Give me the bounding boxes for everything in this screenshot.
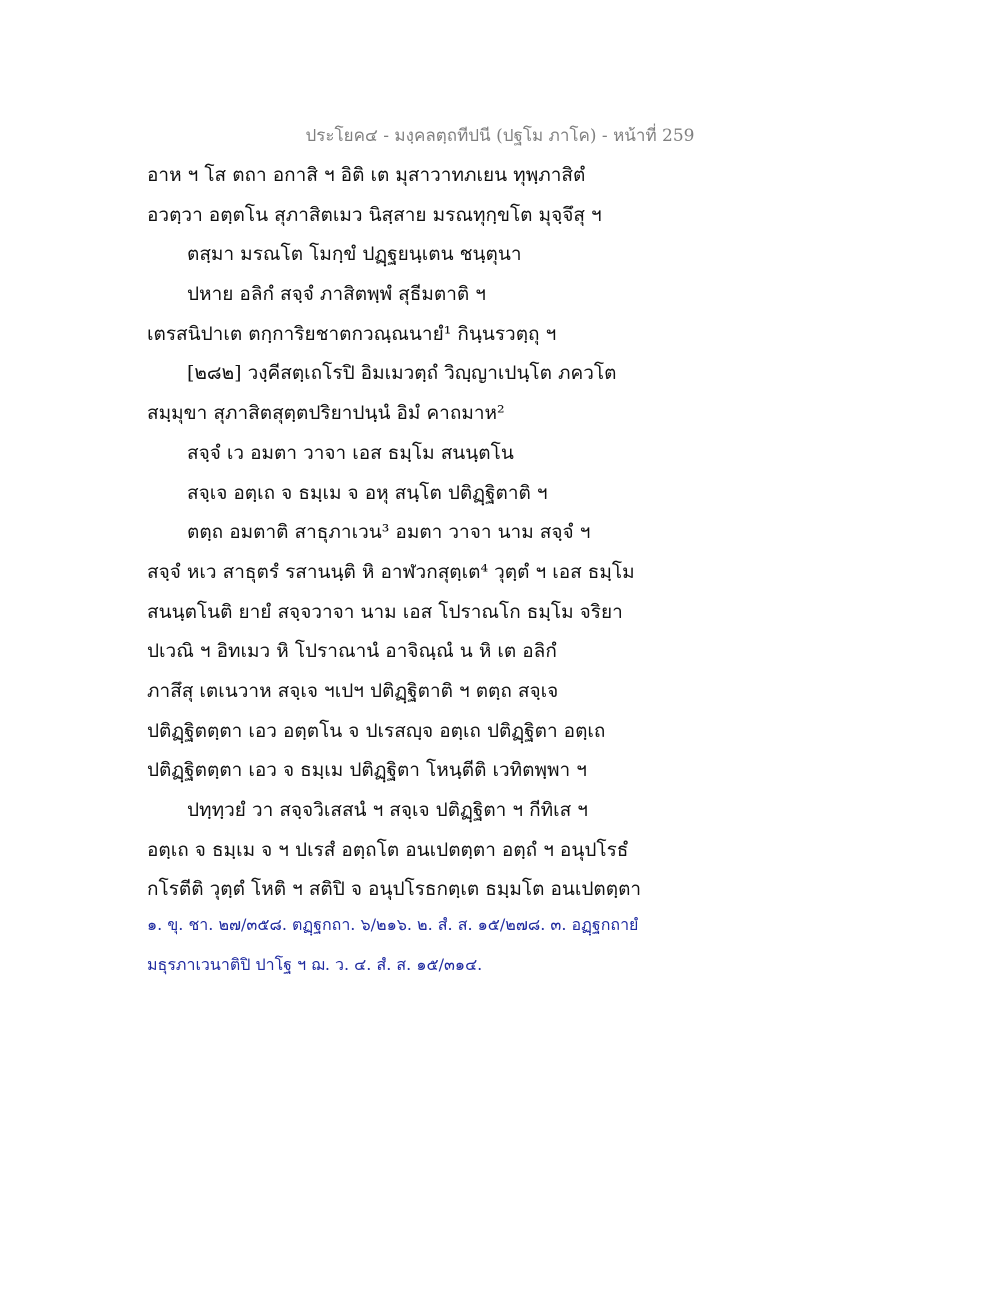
footnote-line: ๑. ขุ. ชา. ๒๗/๓๕๘. ตฏฺฐกถา. ๖/๒๑๖. ๒. สํ. ส. ๑๕/๒๗๘. ๓. อฏฺฐกถายํ	[147, 915, 639, 934]
text-line: สมฺมุขา สุภาสิตสุตฺตปริยาปนฺนํ อิมํ คาถมาห²	[147, 402, 505, 425]
paragraph-start-line: ตตฺถ อมตาติ สาธุภาเวน³ อมตา วาจา นาม สจฺจํ ฯ	[187, 521, 591, 544]
verse-line: ตสฺมา มรณโต โมกฺขํ ปฏฺฐยนฺเตน ชนฺตุนา	[187, 243, 522, 266]
body-text	[147, 160, 707, 914]
text-line: อวตฺวา อตฺตโน สุภาสิตเมว นิสฺสาย มรณทุกฺขโต มุจฺจึสุ ฯ	[147, 203, 602, 226]
paragraph-start-line: ปทฺทฺวยํ วา สจฺจวิเสสนํ ฯ สจฺเจ ปติฏฺฐิตา ฯ กีทิเส ฯ	[187, 799, 588, 821]
text-line: ปติฏฺฐิตตฺตา เอว จ ธมฺเม ปติฏฺฐิตา โหนฺตีติ เวทิตพฺพา ฯ	[147, 759, 587, 782]
footnote-line: มธุรภาเวนาติปิ ปาโฐ ฯ ฌ. ว. ๔. สํ. ส. ๑๕/๓๑๔.	[147, 955, 483, 974]
page-header: ประโยค๔ - มงฺคลตฺถทีปนี (ปฐโม ภาโค) - หน้าที่ 259	[305, 126, 695, 146]
text-line: อตฺเถ จ ธมฺเม จ ฯ ปเรสํ อตฺถโต อนเปตตฺตา อตฺถํ ฯ อนุปโรธํ	[147, 838, 629, 861]
text-line: ปติฏฺฐิตตฺตา เอว อตฺตโน จ ปเรสญฺจ อตฺเถ ปติฏฺฐิตา อตฺเถ	[147, 719, 606, 742]
text-line: เตรสนิปาเต ตกฺการิยชาตกวณฺณนายํ¹ กินฺนรวตฺถุ ฯ	[147, 322, 557, 345]
verse-line: สจฺเจ อตฺเถ จ ธมฺเม จ อหุ สนฺโต ปติฏฺฐิตาติ ฯ	[187, 481, 548, 504]
text-line: อาห ฯ โส ตถา อกาสิ ฯ อิติ เต มุสาวาทภเยน ทุพฺภาสิตํ	[147, 164, 586, 186]
footnotes	[147, 910, 707, 990]
text-line: สนนฺตโนติ ยายํ สจฺจวาจา นาม เอส โปราณโก ธมฺโม จริยา	[147, 600, 623, 623]
verse-line: สจฺจํ เว อมตา วาจา เอส ธมฺโม สนนฺตโน	[187, 441, 514, 464]
text-line: ภาสึสุ เตเนวาห สจฺเจ ฯเปฯ ปติฏฺฐิตาติ ฯ ตตฺถ สจฺเจ	[147, 679, 559, 702]
text-line: สจฺจํ หเว สาธุตรํ รสานนฺติ หิ อาฬวกสุตฺเต⁴ วุตฺตํ ฯ เอส ธมฺโม	[147, 560, 635, 583]
text-line: ปเวณิ ฯ อิทเมว หิ โปราณานํ อาจิณฺณํ น หิ เต อลิกํ	[147, 640, 557, 663]
verse-line: ปหาย อลิกํ สจฺจํ ภาสิตพฺพํ สุธีมตาติ ฯ	[187, 283, 486, 306]
paragraph-start-line: [๒๘๒] วงฺคีสตฺเถโรปิ อิมเมวตฺถํ วิญฺญาเปนฺโต ภควโต	[187, 362, 617, 385]
text-line: กโรตีติ วุตฺตํ โหติ ฯ สติปิ จ อนุปโรธกตฺเต ธมฺมโต อนเปตตฺตา	[147, 878, 642, 901]
